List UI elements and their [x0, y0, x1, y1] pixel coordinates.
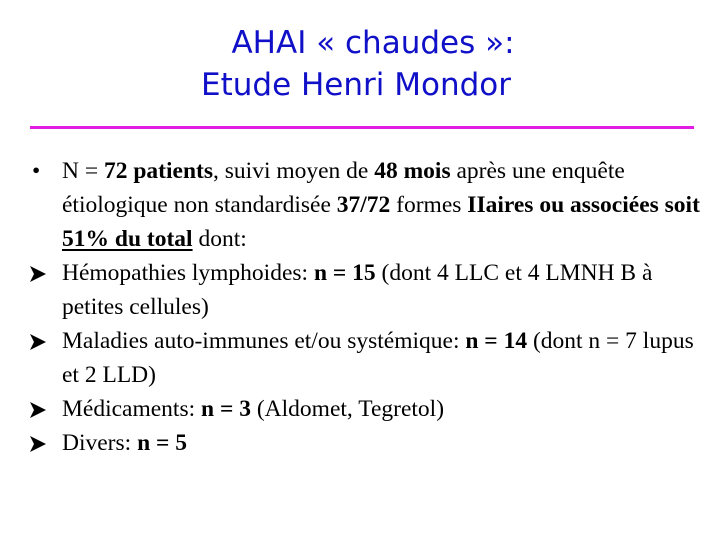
item-bold-text: n = 15 — [313, 260, 376, 286]
item-bold-text: 37/72 — [336, 192, 391, 218]
item-text: (Aldomet, Tegretol) — [250, 396, 445, 422]
bullet-item-autoimmune — [28, 324, 708, 392]
item-text: Maladies auto-immunes et/ou systémique: — [62, 328, 466, 354]
bullet-item-misc — [28, 426, 708, 460]
item-bold-text: n = 5 — [137, 430, 188, 456]
title-divider — [30, 126, 694, 129]
item-text: Hémopathies lymphoides: — [62, 260, 314, 286]
arrow-right-icon — [28, 264, 48, 284]
title-line-2: Etude Henri Mondor — [201, 67, 511, 103]
item-bold-text: n = 14 — [465, 328, 528, 354]
item-text: N = — [62, 158, 104, 184]
bullet-item-hemopathies — [28, 256, 708, 324]
item-bold-text: n = 3 — [201, 396, 251, 422]
arrow-right-icon — [28, 400, 48, 420]
bullet-item-medications — [28, 392, 708, 426]
item-text: formes — [390, 192, 468, 218]
arrow-right-icon — [28, 434, 48, 454]
slide-title — [0, 22, 720, 106]
item-text: Divers: — [62, 430, 138, 456]
bullet-item-summary — [28, 154, 708, 256]
slide-body — [28, 154, 708, 460]
item-bold-text: 72 patients — [103, 158, 214, 184]
item-bold-text: IIaires ou associées soit — [467, 192, 700, 218]
item-text: (dont n = 7 lupus et 2 LLD) — [62, 328, 694, 388]
arrow-right-icon — [28, 332, 48, 352]
bullet-dot-icon: • — [32, 158, 41, 184]
item-text: après une enquête étiologique non standardisée — [62, 158, 625, 218]
item-text: Médicaments: — [62, 396, 202, 422]
item-text: (dont 4 LLC et 4 LMNH B à petites cellules) — [62, 260, 653, 320]
item-text: , suivi moyen de — [213, 158, 375, 184]
item-bold-text: 48 mois — [374, 158, 451, 184]
title-line-1: AHAI « chaudes »: — [231, 25, 515, 61]
item-bold-underlined-text: 51% du total — [62, 226, 193, 252]
item-text: dont: — [192, 226, 247, 252]
